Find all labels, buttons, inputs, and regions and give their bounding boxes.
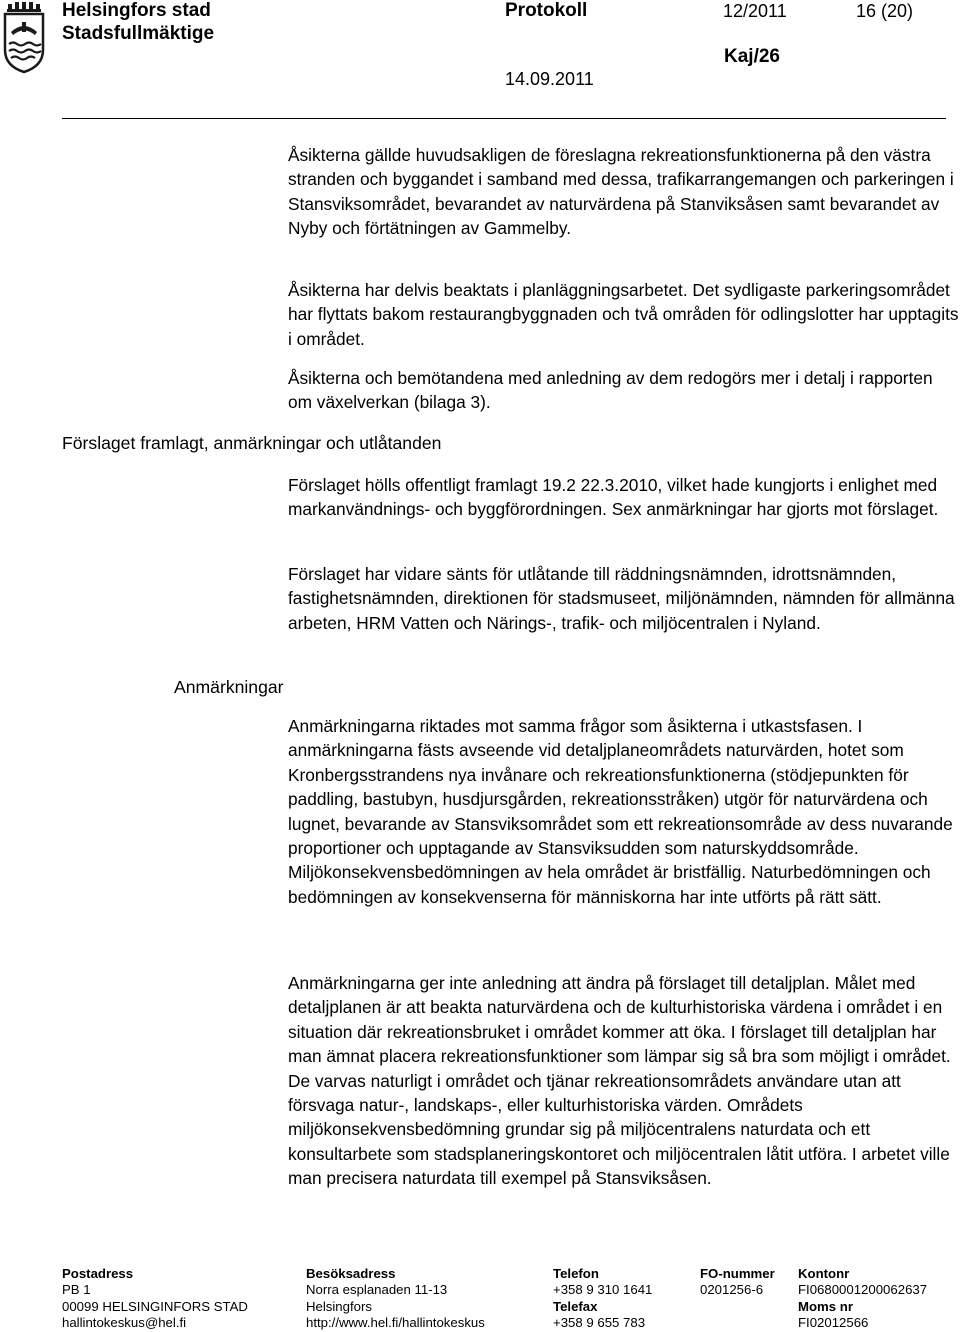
paragraph-public-display: Förslaget hölls offentligt framlagt 19.2 22.3.2010, vilket hade kungjorts i enlighet med markanvändnings- och byggförordningen. Sex anmärkningar har gjorts mot förslaget.	[288, 475, 939, 520]
document-type: Protokoll	[505, 0, 588, 21]
page-footer	[0, 1266, 960, 1332]
section-heading-remarks: Anmärkningar	[174, 677, 284, 697]
footer-postal-address: Postadress PB 1 00099 HELSINGINFORS STAD hallintokeskus@hel.fi	[62, 1266, 248, 1331]
protocol-number: 12/2011	[723, 1, 787, 21]
header-divider	[62, 118, 946, 119]
helsinki-coat-of-arms-icon	[2, 2, 46, 74]
footer-business-id: FO-nummer 0201256-6	[700, 1266, 775, 1298]
page-number: 16 (20)	[856, 1, 914, 21]
paragraph-statements: Förslaget har vidare sänts för utlåtande till räddningsnämnden, idrottsnämnden, fastighetsnämnden, direktionen för stadsmuseet, miljönämnden, nämnden för allmänna arbeten, HRM Vatten och Närings-, trafik- och miljöcentralen i Nyland.	[288, 564, 955, 633]
case-reference: Kaj/26	[724, 46, 780, 67]
meeting-date: 14.09.2011	[505, 69, 594, 89]
footer-visiting-address: Besöksadress Norra esplanaden 11-13 Helsingfors http://www.hel.fi/hallintokeskus	[306, 1266, 485, 1331]
section-heading-proposal: Förslaget framlagt, anmärkningar och utlåtanden	[62, 433, 442, 453]
paragraph-views-considered: Åsikterna har delvis beaktats i planläggningsarbetet. Det sydligaste parkeringsområdet har flyttats bakom restaurangbyggnaden och två områden för odlingslotter har upptagits i området.	[288, 280, 959, 349]
organization-name: Helsingfors stad	[62, 0, 211, 21]
footer-website-link[interactable]: http://www.hel.fi/hallintokeskus	[306, 1315, 485, 1331]
paragraph-response: Anmärkningarna ger inte anledning att ändra på förslaget till detaljplan. Målet med detaljplanen är att beakta naturvärdena och de kulturhistoriska värdena i området i en situation där rekreationsbruket i området kommer att öka. I förslaget till detaljplan har man ämnat placera rekreationsfunktioner som lämpar sig så bra som möjligt i området. De varvas naturligt i området och tjänar rekreationsområdets användare utan att försvaga natur-, landskaps-, eller kulturhistoriska värden. Områdets miljökonsekvensbedömning grundar sig på miljöcentralens naturdata och ett konsultarbete som stadsplaneringskontoret och miljöcentralen låtit utföra. I arbetet ville man precisera naturdata till exempel på Stansviksåsen.	[288, 973, 951, 1189]
paragraph-views-summary: Åsikterna gällde huvudsakligen de föreslagna rekreationsfunktionerna på den västra stranden och byggandet i samband med dessa, trafikarrangemangen och parkeringen i Stansviksområdet, bevarandet av naturvärdena på Stanviksåsen samt bevarandet av Nyby och förtätningen av Gammelby.	[288, 145, 954, 239]
footer-account: Kontonr FI0680001200062637 Moms nr FI02012566	[798, 1266, 928, 1331]
footer-email[interactable]: hallintokeskus@hel.fi	[62, 1315, 187, 1331]
footer-phone: Telefon +358 9 310 1641 Telefax +358 9 655 783	[553, 1266, 653, 1331]
paragraph-remarks: Anmärkningarna riktades mot samma frågor som åsikterna i utkastsfasen. I anmärkningarna fästs avseende vid detaljplaneområdets naturvärden, hotet som Kronbergsstrandens nya invånare och rekreationsfunktionerna (stödjepunkten för paddling, bastubyn, husdjursgården, rekreationsstråken) utgör för naturvärdena och lugnet, bevarande av Stansviksområdet som ett rekreationsområde av dess nuvarande proportioner och upptagande av Stansviksudden som naturskyddsområde. Miljökonsekvensbedömningen av hela området är bristfällig. Naturbedömningen och bedömningen av konsekvenserna för människorna har inte utförts på rätt sätt.	[288, 716, 953, 907]
paragraph-views-report: Åsikterna och bemötandena med anledning av dem redogörs mer i detalj i rapporten om växelverkan (bilaga 3).	[288, 368, 933, 413]
body-name: Stadsfullmäktige	[62, 23, 215, 44]
